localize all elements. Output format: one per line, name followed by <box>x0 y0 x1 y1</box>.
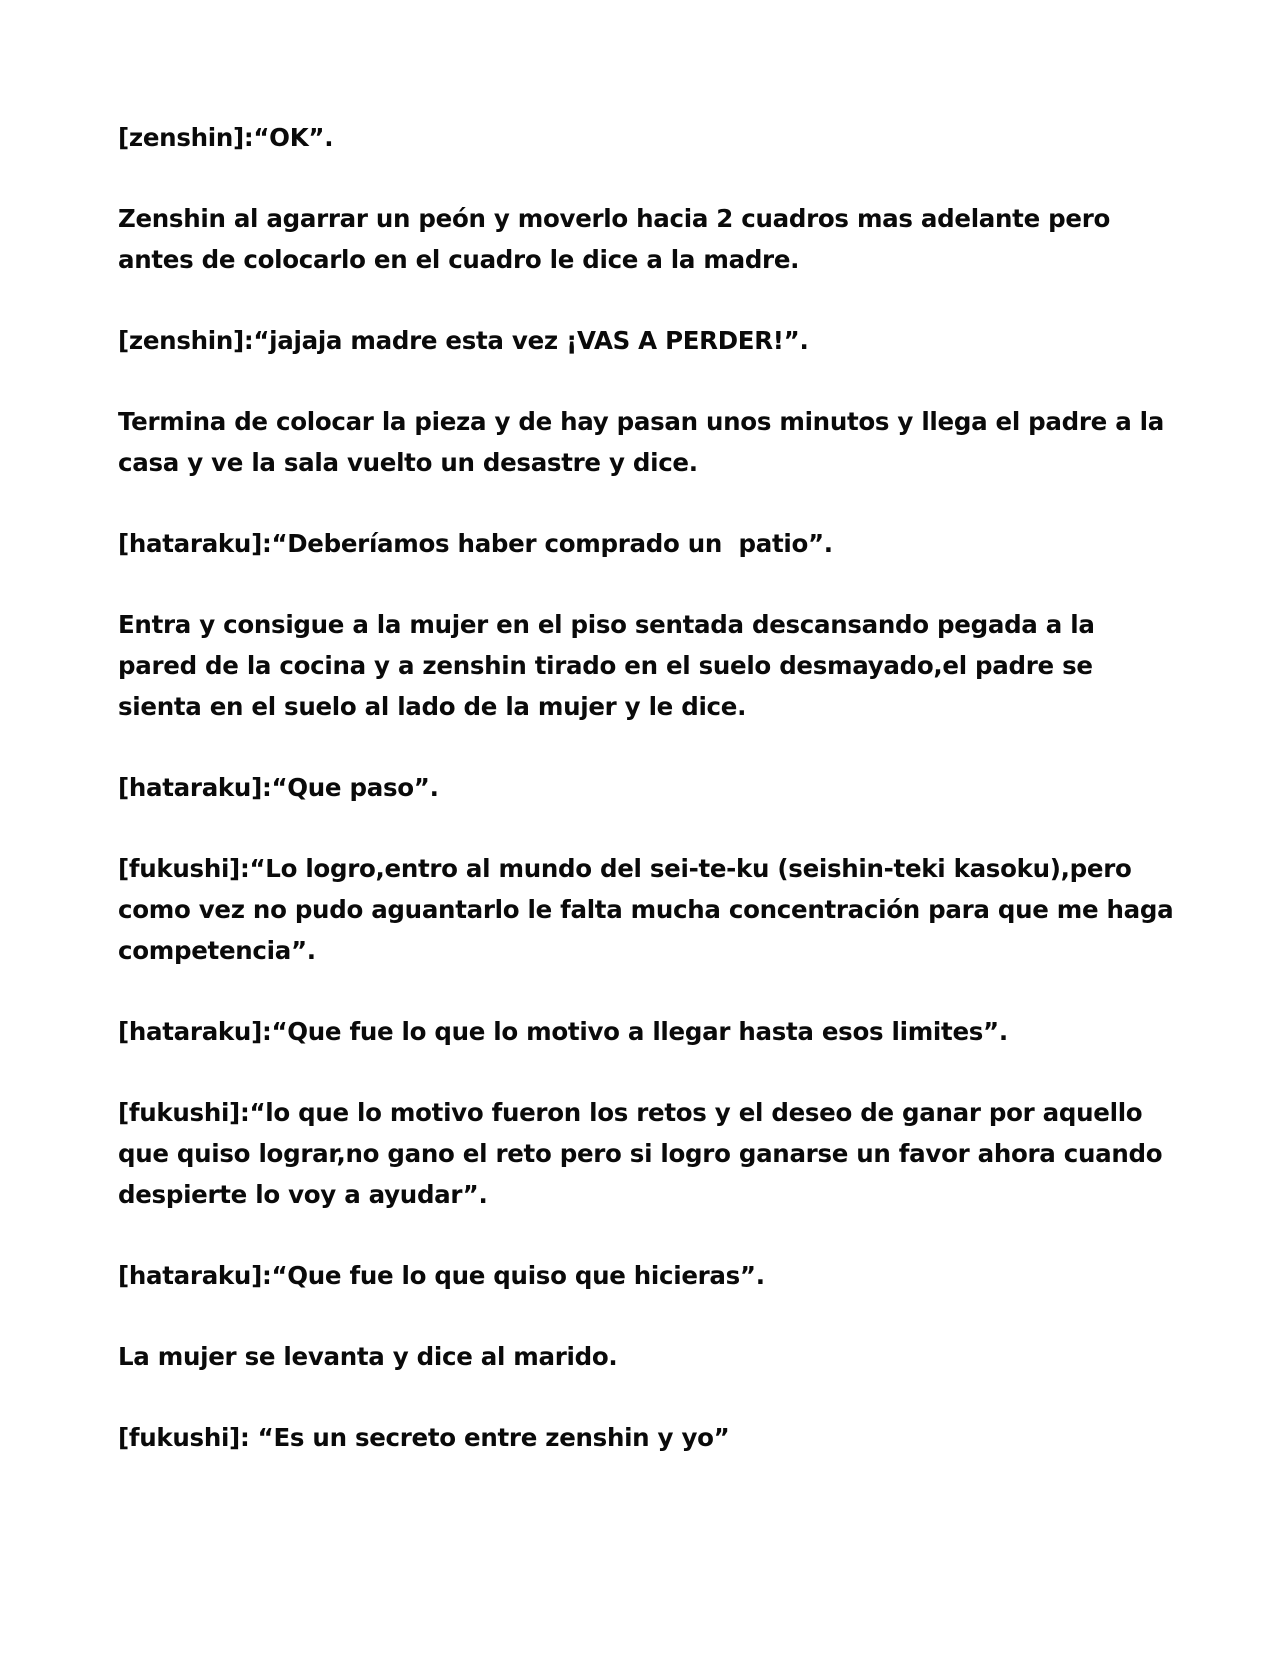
dialogue-line-fukushi: [fukushi]: “Es un secreto entre zenshin y yo” <box>118 1423 730 1452</box>
dialogue-line-fukushi: [fukushi]:“lo que lo motivo fueron los retos y el deseo de ganar por aquello que quiso lograr,no gano el reto pero si logro ganarse un favor ahora cuando despierte lo voy a ayudar”. <box>118 1098 1171 1209</box>
dialogue-line-hataraku: [hataraku]:“Que fue lo que lo motivo a llegar hasta esos limites”. <box>118 1017 1008 1046</box>
narration-paragraph: Entra y consigue a la mujer en el piso sentada descansando pegada a la pared de la cocina y a zenshin tirado en el suelo desmayado,el padre se sienta en el suelo al lado de la mujer y le dice. <box>118 610 1103 721</box>
narration-paragraph: Zenshin al agarrar un peón y moverlo hacia 2 cuadros mas adelante pero antes de colocarlo en el cuadro le dice a la madre. <box>118 204 1119 274</box>
document-body <box>118 117 1182 1498</box>
dialogue-line-zenshin: [zenshin]:“jajaja madre esta vez ¡VAS A PERDER!”. <box>118 326 809 355</box>
dialogue-line-zenshin-ok: [zenshin]:“OK”. <box>118 123 334 152</box>
narration-paragraph: La mujer se levanta y dice al marido. <box>118 1342 618 1371</box>
dialogue-line-hataraku: [hataraku]:“Que paso”. <box>118 773 439 802</box>
dialogue-line-hataraku: [hataraku]:“Que fue lo que quiso que hicieras”. <box>118 1261 765 1290</box>
dialogue-line-hataraku: [hataraku]:“Deberíamos haber comprado un patio”. <box>118 529 833 558</box>
narration-paragraph: Termina de colocar la pieza y de hay pasan unos minutos y llega el padre a la casa y ve la sala vuelto un desastre y dice. <box>118 407 1173 477</box>
dialogue-line-fukushi: [fukushi]:“Lo logro,entro al mundo del sei-te-ku (seishin-teki kasoku),pero como vez no pudo aguantarlo le falta mucha concentración para que me haga competencia”. <box>118 854 1182 965</box>
